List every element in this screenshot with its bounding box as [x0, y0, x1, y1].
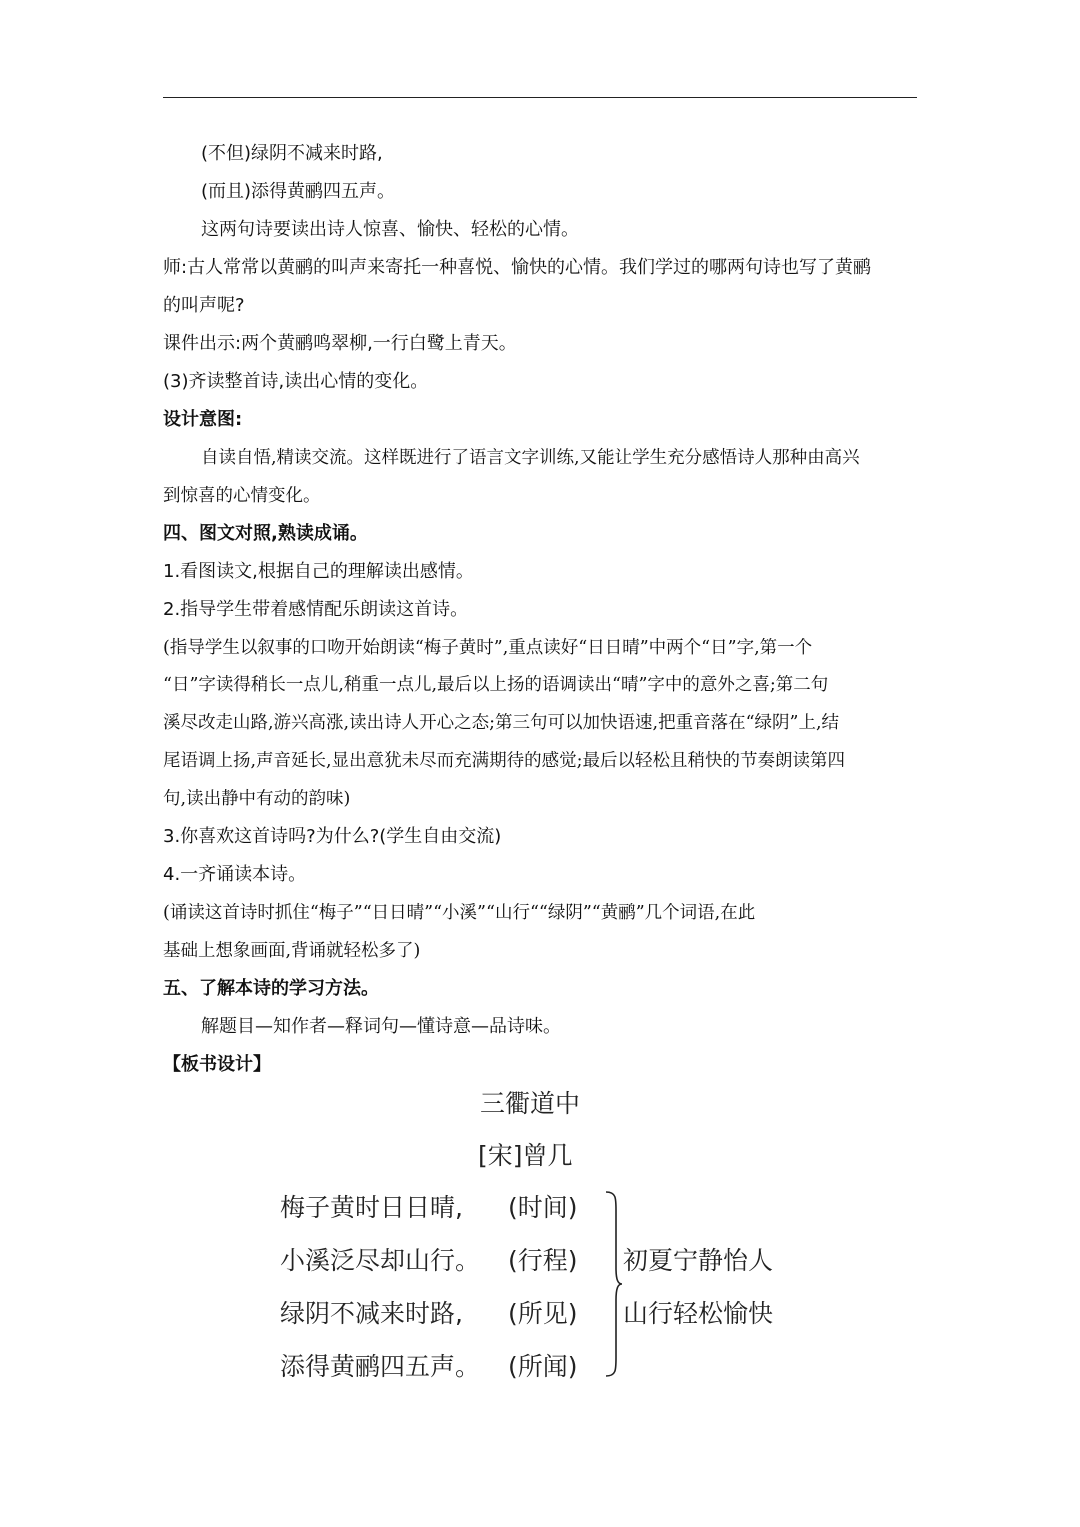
poem-title: 三衢道中: [480, 1089, 581, 1118]
text-line: 2.指导学生带着感情配乐朗读这首诗。: [163, 599, 469, 620]
text-line: 师:古人常常以黄鹂的叫声来寄托一种喜悦、愉快的心情。我们学过的哪两句诗也写了黄鹂: [163, 257, 872, 278]
board-summary: 山行轻松愉快: [623, 1299, 774, 1328]
text-line: 3.你喜欢这首诗吗?为什么?(学生自由交流): [163, 826, 502, 847]
text-line: 解题目—知作者—释词句—懂诗意—品诗味。: [201, 1016, 561, 1037]
text-line: 自读自悟,精读交流。这样既进行了语言文字训练,又能让学生充分感悟诗人那种由高兴: [201, 448, 860, 468]
poem-author: [宋]曾几: [478, 1141, 573, 1170]
poem-verse: 小溪泛尽却山行。: [280, 1246, 481, 1275]
board-summary: 初夏宁静怡人: [623, 1246, 774, 1275]
header-rule: [163, 97, 917, 98]
text-line: 句,读出静中有动的韵味): [163, 789, 351, 809]
text-line: (不但)绿阴不减来时路,: [201, 143, 383, 164]
verse-note: (所见): [508, 1299, 578, 1328]
poem-verse: 绿阴不减来时路,: [280, 1299, 463, 1328]
text-line: (诵读这首诗时抓住“梅子”“日日晴”“小溪”“山行““绿阴”“黄鹂”几个词语,在此: [163, 903, 756, 923]
text-line: (3)齐读整首诗,读出心情的变化。: [163, 371, 429, 392]
section-label: 设计意图:: [163, 409, 243, 430]
poem-verse: 梅子黄时日日晴,: [280, 1193, 463, 1222]
text-line: (而且)添得黄鹂四五声。: [201, 181, 396, 202]
section-heading: 四、图文对照,熟读成诵。: [163, 523, 368, 544]
board-design-label: 【板书设计】: [163, 1054, 271, 1075]
section-heading: 五、了解本诗的学习方法。: [163, 978, 379, 999]
text-line: 尾语调上扬,声音延长,显出意犹未尽而充满期待的感觉;最后以轻松且稍快的节奏朗读第四: [163, 751, 846, 771]
text-line: 这两句诗要读出诗人惊喜、愉快、轻松的心情。: [201, 219, 579, 240]
text-line: 4.一齐诵读本诗。: [163, 864, 307, 885]
verse-note: (所闻): [508, 1352, 578, 1381]
text-line: 课件出示:两个黄鹂鸣翠柳,一行白鹭上青天。: [163, 333, 517, 354]
text-line: 溪尽改走山路,游兴高涨,读出诗人开心之态;第三句可以加快语速,把重音落在“绿阴”上,结: [163, 713, 840, 733]
right-brace-icon: [604, 1190, 624, 1378]
text-line: “日”字读得稍长一点儿,稍重一点儿,最后以上扬的语调读出“晴”字中的意外之喜;第二句: [163, 675, 829, 695]
verse-note: (时间): [508, 1193, 578, 1222]
text-line: 1.看图读文,根据自己的理解读出感情。: [163, 561, 474, 582]
poem-verse: 添得黄鹂四五声。: [280, 1352, 481, 1381]
verse-note: (行程): [508, 1246, 578, 1275]
text-line: 基础上想象画面,背诵就轻松多了): [163, 941, 421, 961]
text-line: 到惊喜的心情变化。: [163, 486, 321, 506]
text-line: 的叫声呢?: [163, 295, 245, 316]
text-line: (指导学生以叙事的口吻开始朗读“梅子黄时”,重点读好“日日晴”中两个“日”字,第一个: [163, 638, 813, 658]
